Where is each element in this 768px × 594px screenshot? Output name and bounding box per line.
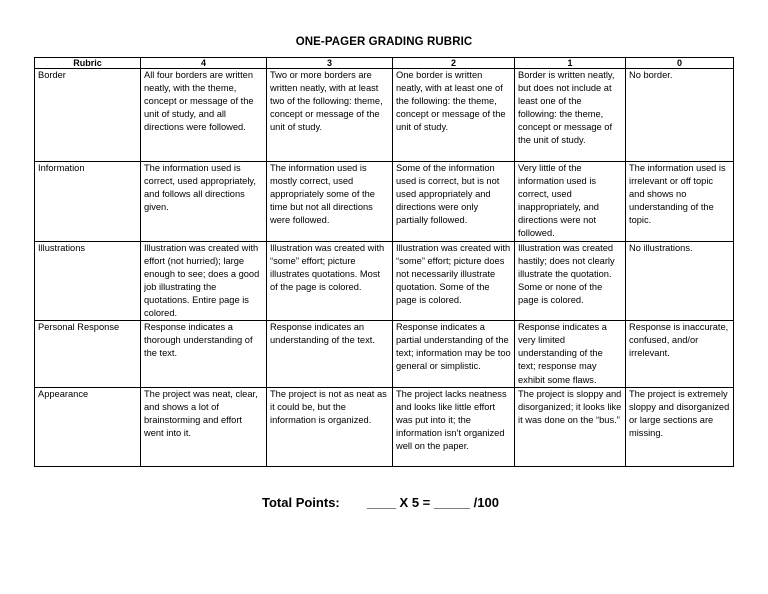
table-cell: Response indicates a very limited understanding of the text; response may exhibit some flaws.: [515, 321, 626, 387]
table-cell: Response indicates a thorough understanding of the text.: [141, 321, 267, 387]
total-points-formula: ____ X 5 = _____ /100: [367, 495, 499, 510]
column-header-score-4: 4: [141, 58, 267, 69]
table-row: [35, 241, 734, 321]
table-row: [35, 162, 734, 242]
table-cell: Illustration was created with “some” effort; picture does not necessarily illustrate quotation. Some of the page is colored.: [393, 241, 515, 321]
column-header-score-1: 1: [515, 58, 626, 69]
table-cell: Border is written neatly, but does not include at least one of the following: the theme, concept or message of the unit of study.: [515, 69, 626, 162]
page-title: ONE-PAGER GRADING RUBRIC: [295, 36, 473, 48]
table-cell: No border.: [626, 69, 734, 162]
table-row: [35, 387, 734, 466]
table-cell: Very little of the information used is correct, used inappropriately, and directions were not followed.: [515, 162, 626, 242]
table-cell: Response indicates an understanding of the text.: [267, 321, 393, 387]
row-category-appearance: Appearance: [35, 387, 141, 466]
table-cell: Response indicates a partial understanding of the text; information may be too general or simplistic.: [393, 321, 515, 387]
row-category-border: Border: [35, 69, 141, 162]
table-cell: Illustration was created with “some” effort; picture illustrates quotations. Most of the page is colored.: [267, 241, 393, 321]
table-cell: Illustration was created with effort (not hurried); large enough to see; does a good job illustrating the quotations. Entire page is colored.: [141, 241, 267, 321]
table-row: [35, 69, 734, 162]
total-points: [262, 495, 499, 510]
table-cell: Response is inaccurate, confused, and/or irrelevant.: [626, 321, 734, 387]
table-cell: Illustration was created hastily; does not clearly illustrate the quotation. Some or none of the page is colored.: [515, 241, 626, 321]
table-header-row: [35, 58, 734, 69]
row-category-illustrations: Illustrations: [35, 241, 141, 321]
table-cell: The project lacks neatness and looks like little effort was put into it; the information isn’t organized well on the paper.: [393, 387, 515, 466]
column-header-score-3: 3: [267, 58, 393, 69]
table-cell: The project was neat, clear, and shows a lot of brainstorming and effort went into it.: [141, 387, 267, 466]
table-cell: One border is written neatly, with at least one of the following: the theme, concept or message of the unit of study.: [393, 69, 515, 162]
column-header-rubric: Rubric: [35, 58, 141, 69]
table-cell: The information used is irrelevant or off topic and shows no understanding of the topic.: [626, 162, 734, 242]
row-category-personal-response: Personal Response: [35, 321, 141, 387]
table-cell: The information used is correct, used appropriately, and follows all directions given.: [141, 162, 267, 242]
table-cell: The project is extremely sloppy and disorganized or large sections are missing.: [626, 387, 734, 466]
table-cell: Two or more borders are written neatly, with at least two of the following: theme, concept or message of the unit of study.: [267, 69, 393, 162]
table-row: [35, 321, 734, 387]
table-cell: The information used is mostly correct, used appropriately some of the time but not all directions were followed.: [267, 162, 393, 242]
total-points-label: Total Points:: [262, 495, 340, 510]
row-category-information: Information: [35, 162, 141, 242]
table-cell: All four borders are written neatly, with the theme, concept or message of the unit of study, and all directions were followed.: [141, 69, 267, 162]
table-cell: The project is not as neat as it could be, but the information is organized.: [267, 387, 393, 466]
column-header-score-0: 0: [626, 58, 734, 69]
table-cell: No illustrations.: [626, 241, 734, 321]
column-header-score-2: 2: [393, 58, 515, 69]
table-cell: The project is sloppy and disorganized; it looks like it was done on the “bus.”: [515, 387, 626, 466]
rubric-table: [34, 57, 734, 467]
table-cell: Some of the information used is correct, but is not used appropriately and directions were only partially followed.: [393, 162, 515, 242]
